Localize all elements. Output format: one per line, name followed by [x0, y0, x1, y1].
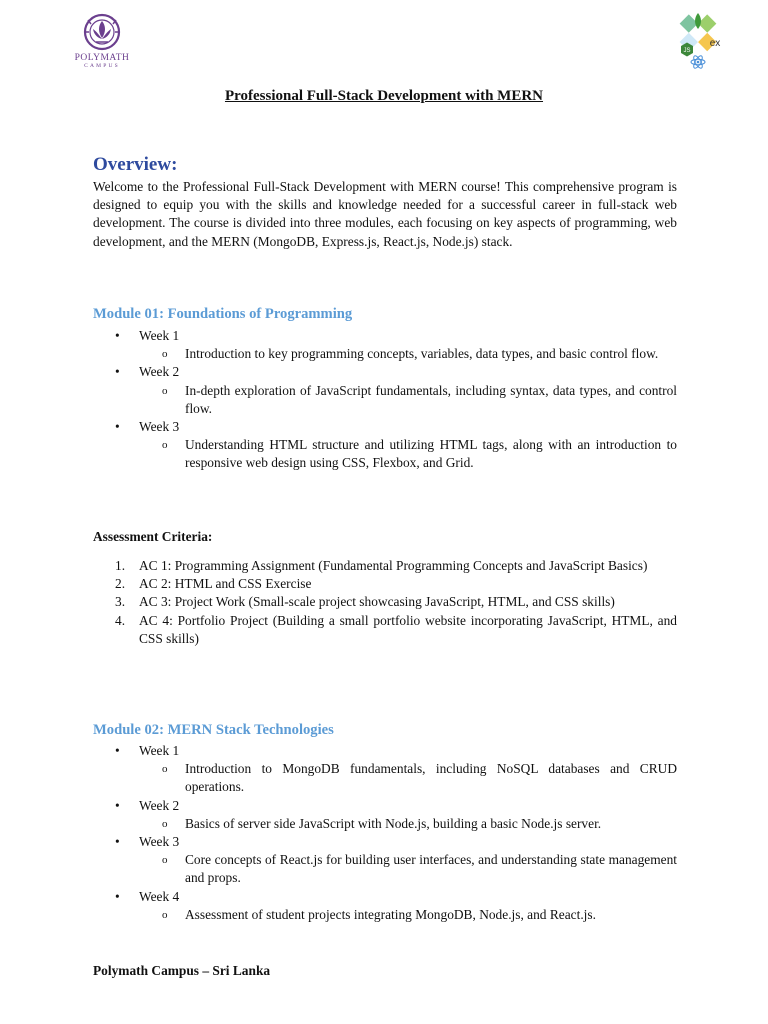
criteria-text: AC 2: HTML and CSS Exercise	[139, 576, 312, 592]
list-item	[93, 815, 677, 833]
list-item	[93, 345, 677, 363]
circle-bullet-icon: o	[162, 908, 168, 921]
module-02-heading: Module 02: MERN Stack Technologies	[93, 722, 334, 738]
list-item	[93, 436, 677, 472]
circle-bullet-icon: o	[162, 763, 168, 776]
bullet-icon: •	[115, 797, 120, 813]
list-item	[93, 418, 677, 436]
overview-paragraph: Welcome to the Professional Full-Stack Development with MERN course! This comprehensive program is designed to equip you with the skills and knowledge needed for a successful career in full-stack web development. The course is divided into three modules, each focusing on key aspects of programming, web development, and the MERN (MongoDB, Express.js, React.js, Node.js) stack.	[93, 179, 677, 249]
bullet-icon: •	[115, 834, 120, 850]
list-item	[93, 797, 677, 815]
list-item	[93, 575, 677, 593]
criteria-text: AC 4: Portfolio Project (Building a small portfolio website incorporating JavaScript, HTML, and CSS skills)	[139, 612, 677, 646]
assessment-criteria-heading: Assessment Criteria:	[93, 529, 213, 544]
assessment-criteria-list	[93, 557, 677, 648]
bullet-icon: •	[115, 419, 120, 435]
criteria-text: AC 3: Project Work (Small-scale project showcasing JavaScript, HTML, and CSS skills)	[139, 594, 615, 610]
list-item	[93, 888, 677, 906]
list-item	[93, 363, 677, 381]
lotus-emblem-icon	[82, 12, 122, 52]
week-detail: Core concepts of React.js for building user interfaces, and understanding state management and props.	[185, 852, 677, 886]
express-ex-label: ex	[709, 38, 721, 49]
list-number: 3.	[115, 594, 126, 610]
week-label: Week 2	[139, 797, 180, 813]
week-detail: Basics of server side JavaScript with Node.js, building a basic Node.js server.	[185, 815, 602, 831]
week-detail: Introduction to MongoDB fundamentals, including NoSQL databases and CRUD operations.	[185, 761, 677, 795]
week-detail: Introduction to key programming concepts, variables, data types, and basic control flow.	[185, 346, 659, 362]
list-number: 4.	[115, 612, 126, 628]
list-number: 2.	[115, 576, 126, 592]
bullet-icon: •	[115, 743, 120, 758]
week-label: Week 2	[139, 364, 180, 380]
logo-subtext: CAMPUS	[84, 63, 120, 69]
circle-bullet-icon: o	[162, 817, 168, 830]
week-detail: Understanding HTML structure and utilizing HTML tags, along with an introduction to responsive web design using CSS, Flexbox, and Grid.	[185, 437, 677, 471]
list-item	[93, 593, 677, 611]
react-atom-icon	[691, 55, 705, 70]
list-item	[93, 327, 677, 345]
list-item	[93, 557, 677, 575]
week-detail: In-depth exploration of JavaScript fundamentals, including syntax, data types, and control flow.	[185, 382, 677, 416]
list-item	[93, 906, 677, 924]
circle-bullet-icon: o	[162, 439, 168, 452]
logo-wordmark: POLYMATH	[74, 53, 130, 63]
circle-bullet-icon: o	[162, 854, 168, 867]
module-02-week-list	[93, 742, 677, 924]
page-footer: Polymath Campus – Sri Lanka	[93, 963, 271, 978]
document-title: Professional Full-Stack Development with MERN	[224, 88, 544, 104]
criteria-text: AC 1: Programming Assignment (Fundamental Programming Concepts and JavaScript Basics)	[139, 558, 648, 573]
circle-bullet-icon: o	[162, 348, 168, 361]
list-item	[93, 612, 677, 648]
bullet-icon: •	[115, 328, 120, 343]
week-label: Week 3	[139, 834, 180, 850]
week-label: Week 1	[139, 328, 180, 343]
list-item	[93, 742, 677, 760]
week-label: Week 4	[139, 888, 180, 904]
mern-stack-logo	[662, 10, 734, 74]
list-item	[93, 760, 677, 796]
polymath-campus-logo	[66, 12, 138, 72]
list-number: 1.	[115, 558, 126, 573]
week-label: Week 1	[139, 743, 180, 758]
list-item	[93, 851, 677, 887]
bullet-icon: •	[115, 364, 120, 380]
list-item	[93, 833, 677, 851]
module-01-heading: Module 01: Foundations of Programming	[93, 306, 353, 322]
nodejs-label: JS	[683, 48, 691, 54]
overview-heading: Overview:	[93, 154, 178, 175]
bullet-icon: •	[115, 888, 120, 904]
circle-bullet-icon: o	[162, 384, 168, 397]
week-detail: Assessment of student projects integrating MongoDB, Node.js, and React.js.	[185, 906, 596, 922]
list-item	[93, 382, 677, 418]
module-01-week-list	[93, 327, 677, 473]
week-label: Week 3	[139, 419, 180, 435]
